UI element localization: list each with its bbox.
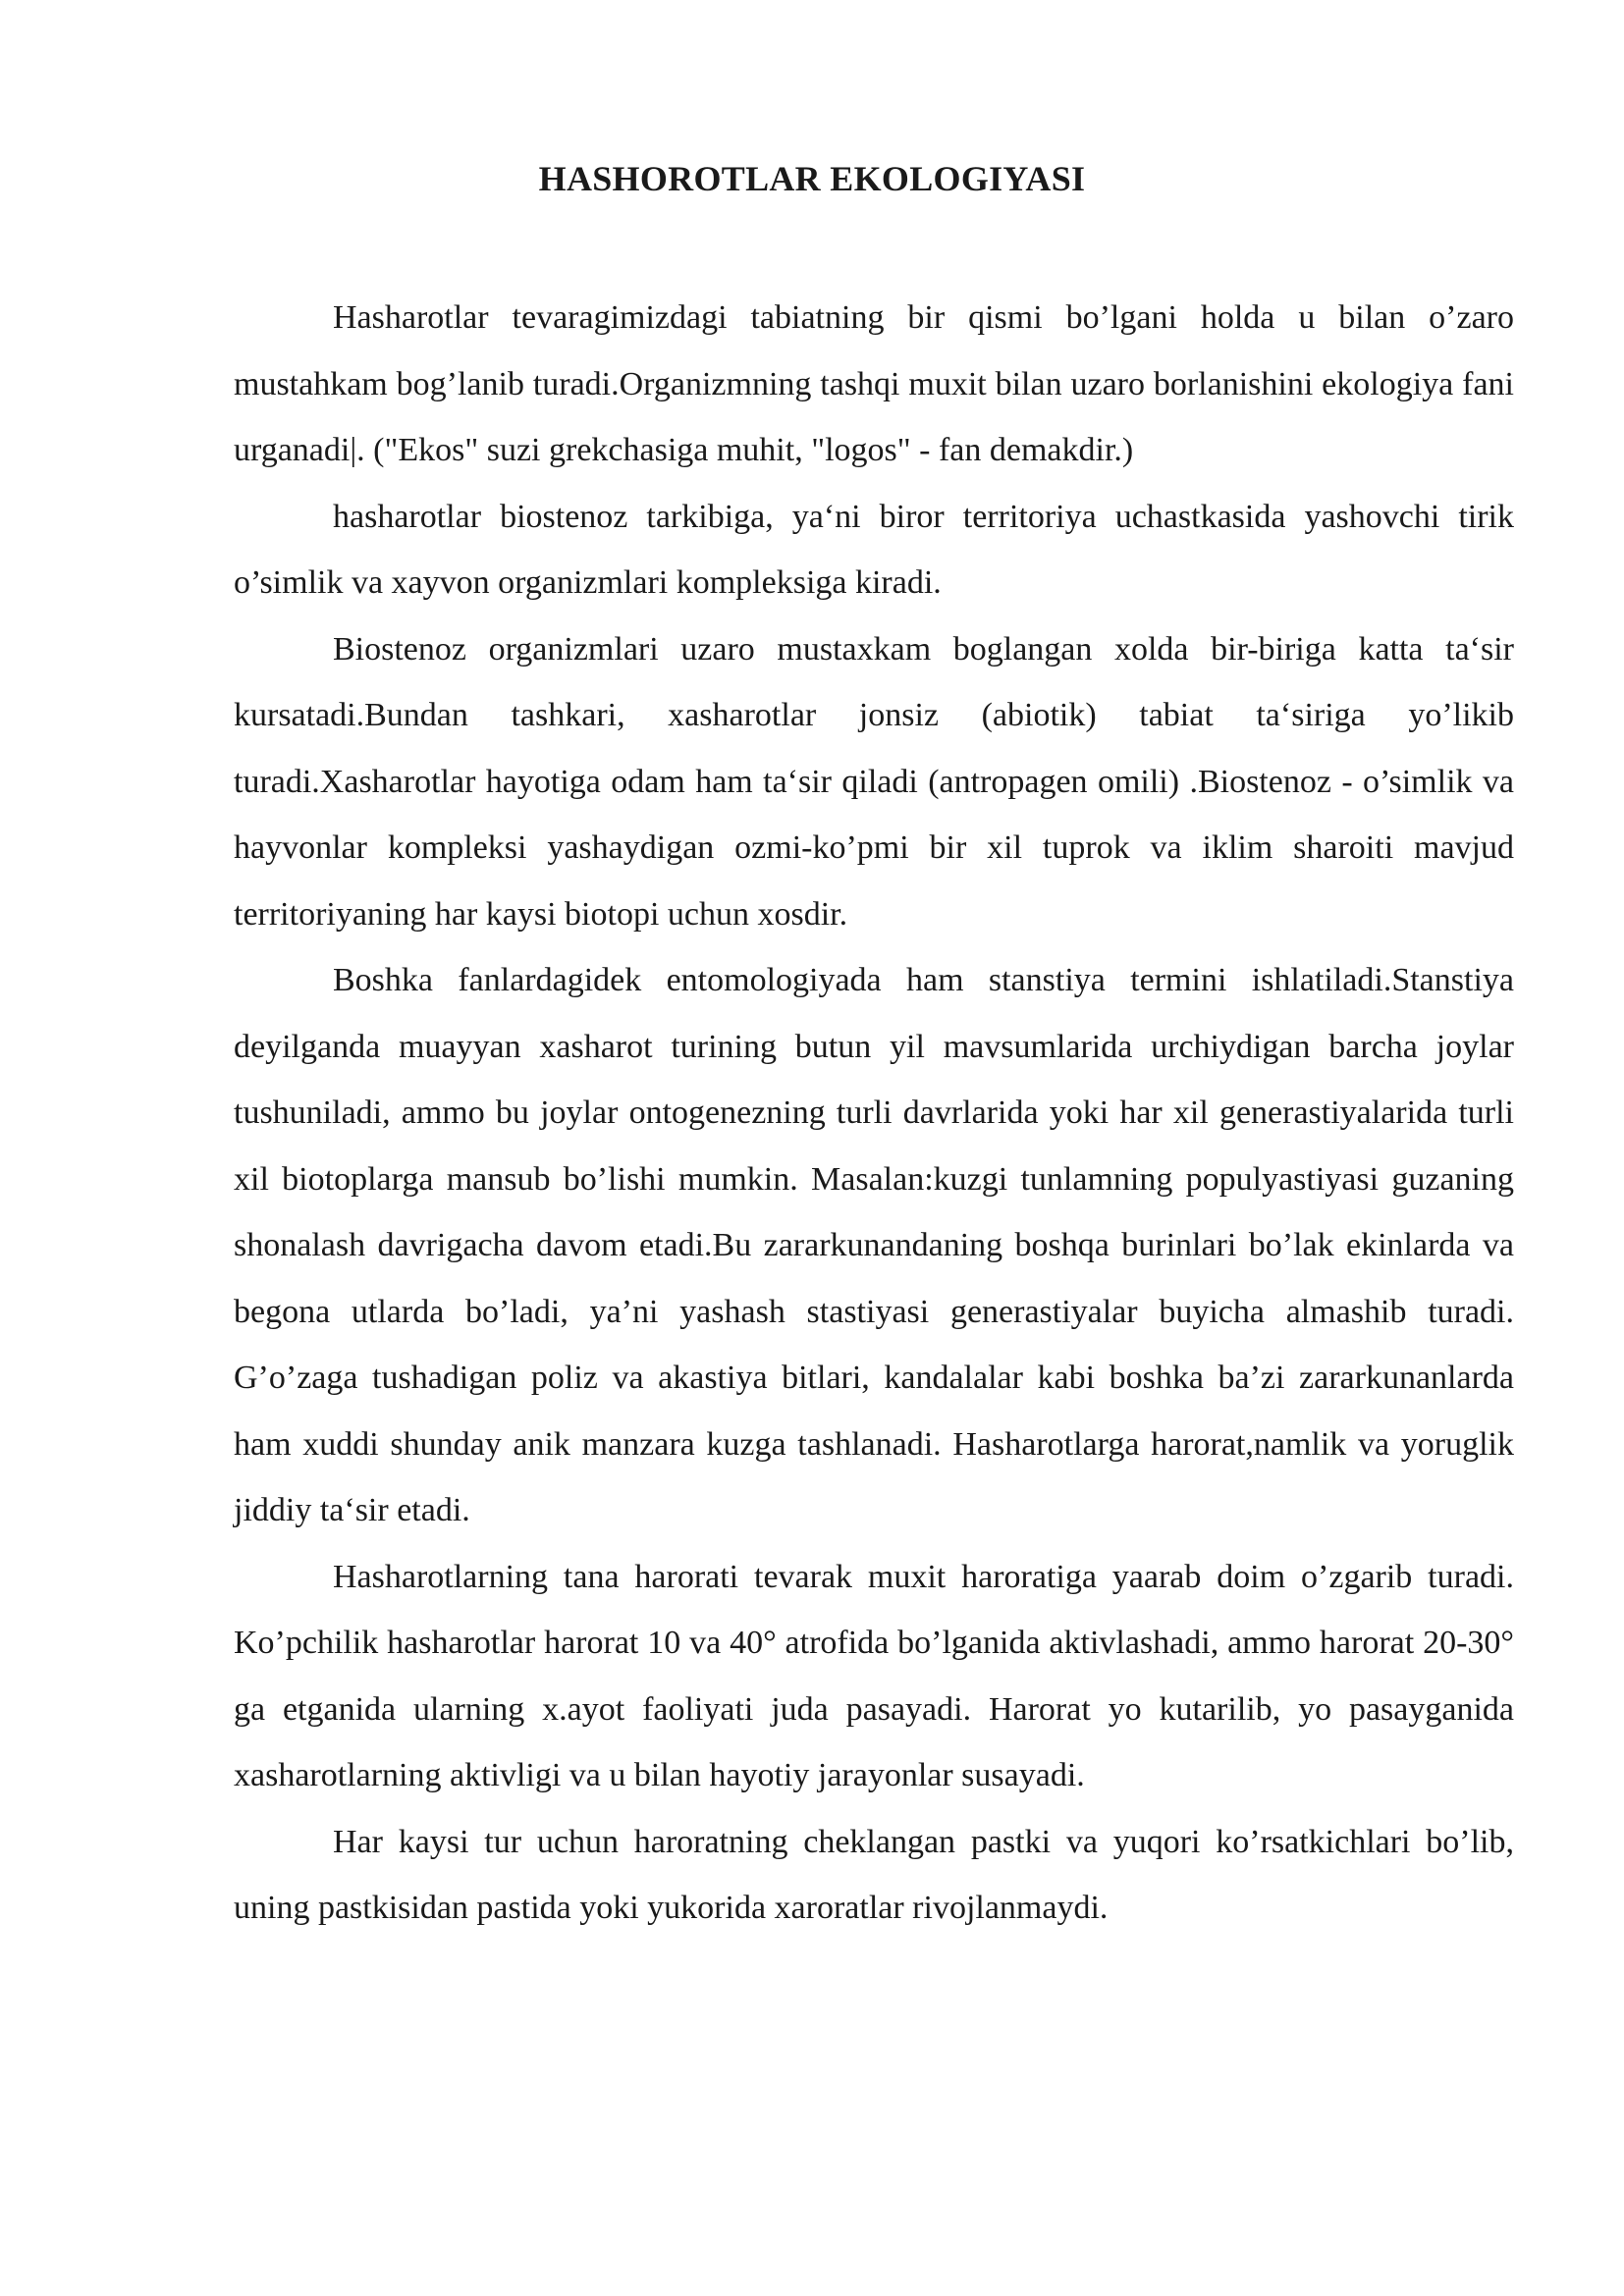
paragraph: Biostenoz organizmlari uzaro mustaxkam boglangan xolda bir-biriga katta ta‘sir kursatadi.Bundan tashkari, xasharotlar jonsiz (abiotik) tabiat ta‘siriga yo’likib turadi.Xasharotlar hayotiga odam ham ta‘sir qiladi (antropagen omili) .Biostenoz - o’simlik va hayvonlar kompleksi yashaydigan ozmi-ko’pmi bir xil tuprok va iklim sharoiti mavjud territoriyaning har kaysi biotopi uchun xosdir.: [234, 630, 1514, 933]
document-body: [234, 285, 1514, 1942]
paragraph: Har kaysi tur uchun haroratning cheklangan pastki va yuqori ko’rsatkichlari bo’lib, uning pastkisidan pastida yoki yukorida xaroratlar rivojlanmaydi.: [234, 1823, 1514, 1926]
paragraph: Boshka fanlardagidek entomologiyada ham stanstiya termini ishlatiladi.Stanstiya deyilganda muayyan xasharot turining butun yil mavsumlarida urchiydigan barcha joylar tushuniladi, ammo bu joylar ontogenezning turli davrlarida yoki har xil generastiyalarida turli xil biotoplarga mansub bo’lishi mumkin. Masalan:kuzgi tunlamning populyastiyasi guzaning shonalash davrigacha davom etadi.Bu zararkunandaning boshqa burinlari bo’lak ekinlarda va begona utlarda bo’ladi, ya’ni yashash stastiyasi generastiyalar buyicha almashib turadi. G’o’zaga tushadigan poliz va akastiya bitlari, kandalalar kabi boshka ba’zi zararkunanlarda ham xuddi shunday anik manzara kuzga tashlanadi. Hasharotlarga harorat,namlik va yoruglik jiddiy ta‘sir etadi.: [234, 962, 1514, 1528]
paragraph: Hasharotlar tevaragimizdagi tabiatning bir qismi bo’lgani holda u bilan o’zaro mustahkam bog’lanib turadi.Organizmning tashqi muxit bilan uzaro borlanishini ekologiya fani urganadi|. ("Ekos" suzi grekchasiga muhit, "logos" - fan demakdir.): [234, 299, 1514, 468]
document-title: HASHOROTLAR EKOLOGIYASI: [538, 159, 1086, 198]
paragraph: Hasharotlarning tana harorati tevarak muxit haroratiga yaarab doim o’zgarib turadi. Ko’pchilik hasharotlar harorat 10 va 40° atrofida bo’lganida aktivlashadi, ammo harorat 20-30° ga etganida ularning x.ayot faoliyati juda pasayadi. Harorat yo kutarilib, yo pasayganida xasharotlarning aktivligi va u bilan hayotiy jarayonlar susayadi.: [234, 1558, 1514, 1793]
paragraph: hasharotlar biostenoz tarkibiga, ya‘ni biror territoriya uchastkasida yashovchi tirik o’simlik va xayvon organizmlari kompleksiga kiradi.: [234, 498, 1514, 601]
